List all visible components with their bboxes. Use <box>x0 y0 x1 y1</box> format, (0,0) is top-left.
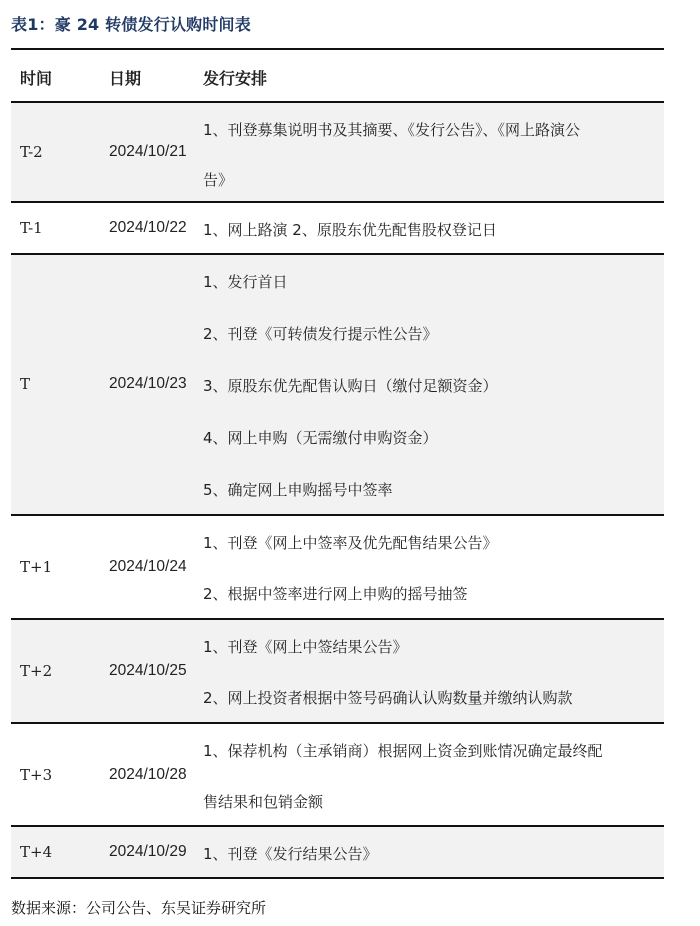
row-arrangement-line: 1、刊登募集说明书及其摘要、《发行公告》、《网上路演公 <box>203 121 581 139</box>
row-time: T-1 <box>20 219 43 237</box>
table-title: 表1：豪 24 转债发行认购时间表 <box>11 15 251 34</box>
source-note: 数据来源：公司公告、东吴证券研究所 <box>11 899 267 917</box>
row-time: T+2 <box>20 662 53 680</box>
row-arrangement-line: 5、确定网上申购摇号中签率 <box>203 481 393 499</box>
row-date: 2024/10/28 <box>109 766 187 783</box>
row-date: 2024/10/25 <box>109 662 187 679</box>
table-bottom-rule <box>11 877 664 879</box>
row-time: T+3 <box>20 766 53 784</box>
row-arrangement-line: 1、刊登《网上中签结果公告》 <box>203 638 408 656</box>
row-arrangement-line: 1、发行首日 <box>203 273 288 291</box>
row-time: T+4 <box>20 843 53 861</box>
row-arrangement-line: 1、刊登《发行结果公告》 <box>203 845 378 863</box>
table-row <box>11 516 664 618</box>
header-time: 时间 <box>20 69 53 88</box>
row-arrangement-line: 售结果和包销金额 <box>203 793 324 811</box>
row-time: T+1 <box>20 558 53 576</box>
row-arrangement-line: 2、网上投资者根据中签号码确认认购数量并缴纳认购款 <box>203 689 573 707</box>
row-date: 2024/10/29 <box>109 843 187 860</box>
table-row <box>11 203 664 253</box>
row-arrangement-line: 1、网上路演 2、原股东优先配售股权登记日 <box>203 221 497 239</box>
row-time: T <box>20 375 31 393</box>
table-row <box>11 255 664 514</box>
row-time: T-2 <box>20 143 43 161</box>
row-date: 2024/10/21 <box>109 143 187 160</box>
row-arrangement-line: 告》 <box>203 171 234 189</box>
row-arrangement-line: 2、根据中签率进行网上申购的摇号抽签 <box>203 585 468 603</box>
row-date: 2024/10/23 <box>109 375 187 392</box>
table-row <box>11 827 664 877</box>
table-row <box>11 103 664 201</box>
row-date: 2024/10/22 <box>109 219 187 236</box>
header-date: 日期 <box>109 69 142 88</box>
row-arrangement-line: 2、刊登《可转债发行提示性公告》 <box>203 325 438 343</box>
row-arrangement-line: 1、保荐机构（主承销商）根据网上资金到账情况确定最终配 <box>203 742 603 760</box>
header-arrangement: 发行安排 <box>203 69 268 88</box>
table-header-row <box>11 50 664 101</box>
row-arrangement-line: 4、网上申购（无需缴付申购资金） <box>203 429 438 447</box>
row-arrangement-line: 1、刊登《网上中签率及优先配售结果公告》 <box>203 534 498 552</box>
table-row <box>11 620 664 722</box>
table-row <box>11 724 664 825</box>
row-date: 2024/10/24 <box>109 558 187 575</box>
row-arrangement-line: 3、原股东优先配售认购日（缴付足额资金） <box>203 377 498 395</box>
